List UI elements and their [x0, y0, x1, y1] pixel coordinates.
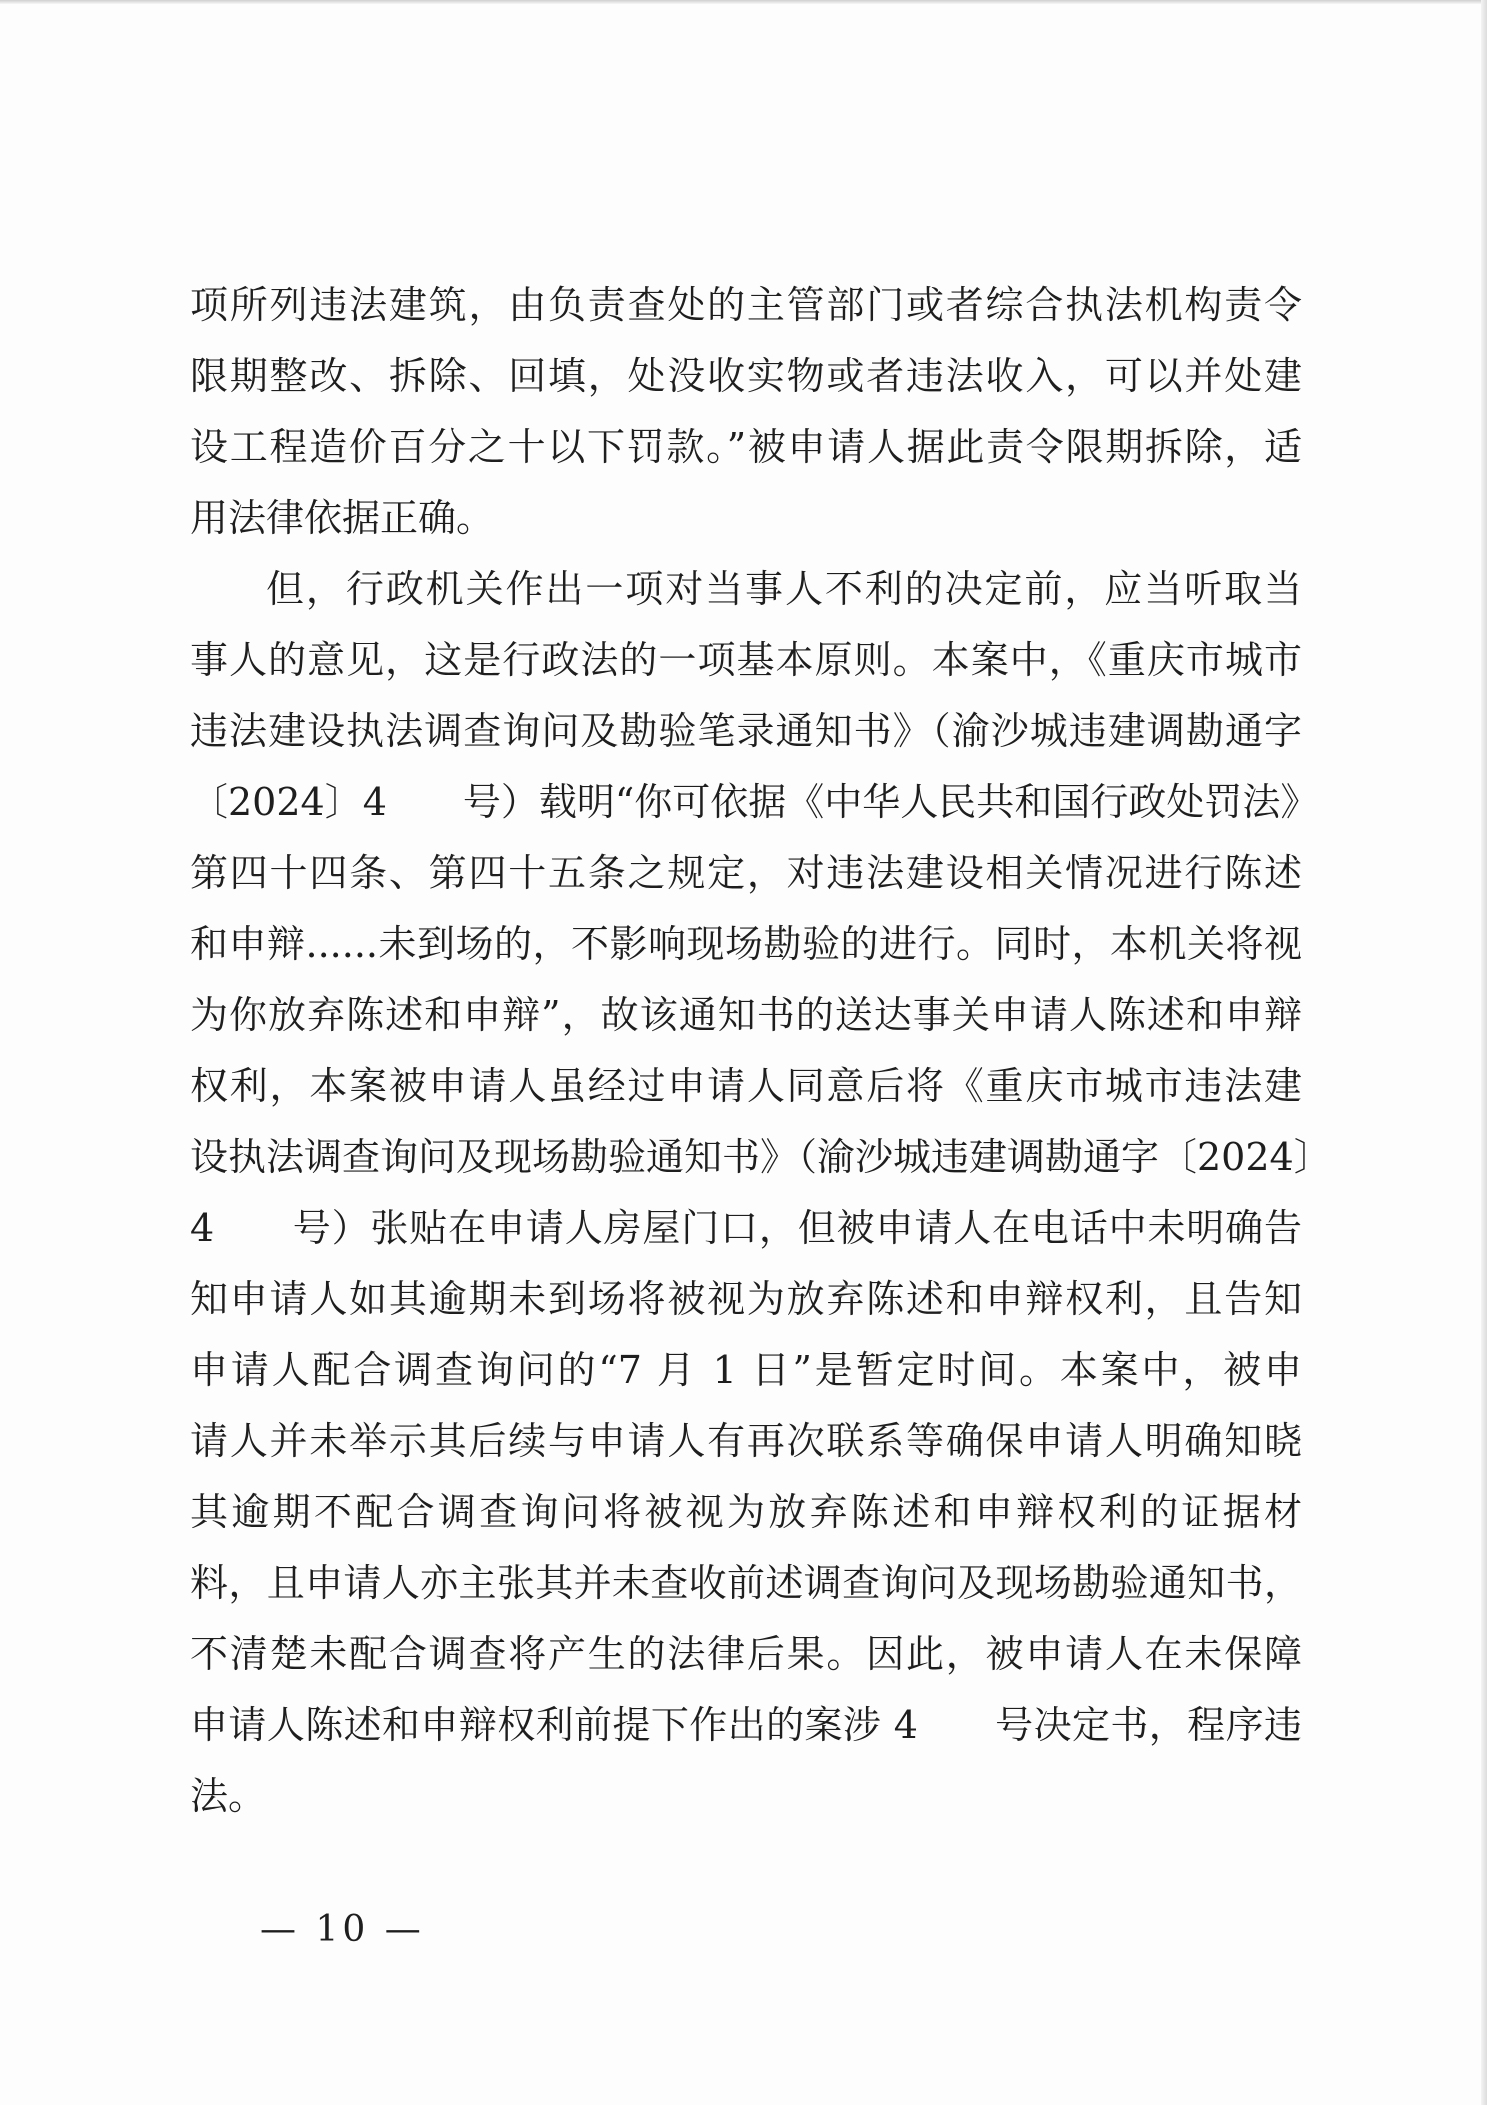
text-line-22: 法。	[190, 1774, 267, 1818]
scan-edge-right	[1481, 0, 1487, 2105]
text-line-2: 限期整改、拆除、回填，处没收实物或者违法收入，可以并处建	[190, 354, 1302, 398]
text-line-15: 知申请人如其逾期未到场将被视为放弃陈述和申辩权利，且告知	[190, 1277, 1302, 1321]
text-line-3: 设工程造价百分之十以下罚款。”被申请人据此责令限期拆除，适	[190, 425, 1302, 469]
document-body	[190, 270, 1332, 1832]
text-line-18: 其逾期不配合调查询问将被视为放弃陈述和申辩权利的证据材	[190, 1490, 1302, 1534]
text-line-10: 和申辩......未到场的，不影响现场勘验的进行。同时，本机关将视	[190, 922, 1302, 966]
text-line-20: 不清楚未配合调查将产生的法律后果。因此，被申请人在未保障	[190, 1632, 1302, 1676]
text-line-14: 4 号）张贴在申请人房屋门口，但被申请人在电话中未明确告	[190, 1206, 1302, 1250]
text-line-21: 申请人陈述和申辩权利前提下作出的案涉 4 号决定书，程序违	[190, 1703, 1302, 1747]
text-line-13: 设执法调查询问及现场勘验通知书》（渝沙城违建调勘通字〔2024〕	[190, 1135, 1332, 1179]
text-line-11: 为你放弃陈述和申辩”，故该通知书的送达事关申请人陈述和申辩	[190, 993, 1302, 1037]
text-line-4: 用法律依据正确。	[190, 496, 495, 540]
text-line-5: 但，行政机关作出一项对当事人不利的决定前，应当听取当	[266, 567, 1302, 611]
text-line-7: 违法建设执法调查询问及勘验笔录通知书》（渝沙城违建调勘通字	[190, 709, 1302, 753]
scan-edge-top	[0, 0, 1487, 4]
text-line-6: 事人的意见，这是行政法的一项基本原则。本案中，《重庆市城市	[190, 638, 1302, 682]
text-line-19: 料，且申请人亦主张其并未查收前述调查询问及现场勘验通知书，	[190, 1561, 1302, 1605]
text-line-17: 请人并未举示其后续与申请人有再次联系等确保申请人明确知晓	[190, 1419, 1302, 1463]
page-number: — 10 —	[260, 1909, 425, 1950]
text-line-12: 权利，本案被申请人虽经过申请人同意后将《重庆市城市违法建	[190, 1064, 1302, 1108]
text-line-1: 项所列违法建筑，由负责查处的主管部门或者综合执法机构责令	[190, 283, 1302, 327]
text-line-8: 〔2024〕4 号）载明“你可依据《中华人民共和国行政处罚法》	[190, 780, 1319, 824]
text-line-16: 申请人配合调查询问的“7 月 1 日”是暂定时间。本案中，被申	[190, 1348, 1302, 1392]
text-line-9: 第四十四条、第四十五条之规定，对违法建设相关情况进行陈述	[190, 851, 1302, 895]
